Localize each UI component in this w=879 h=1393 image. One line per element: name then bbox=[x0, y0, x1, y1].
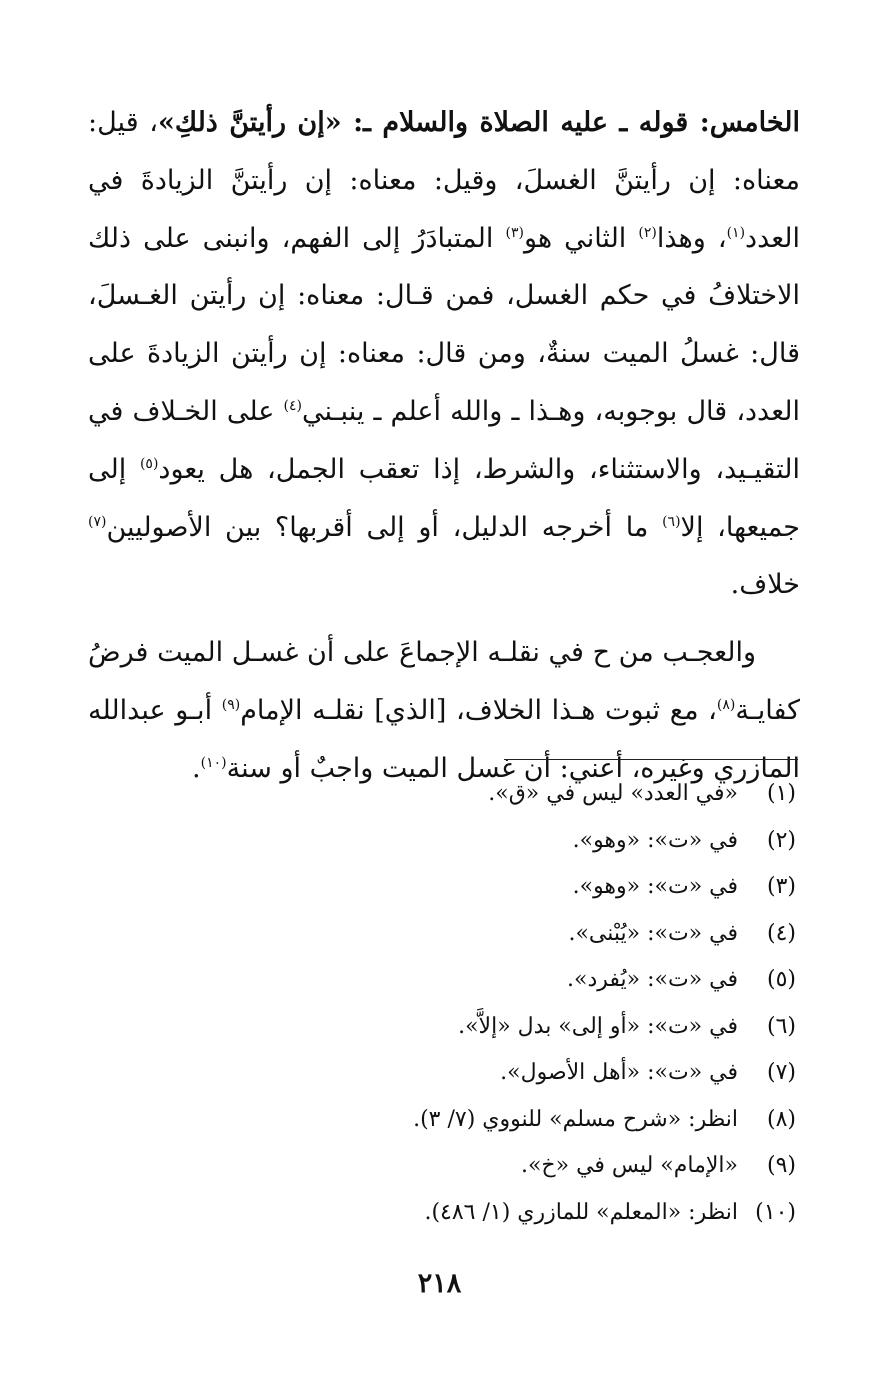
footnote-ref-9[interactable]: (٩) bbox=[221, 696, 241, 713]
footnote-ref-3[interactable]: (٣) bbox=[505, 224, 524, 241]
footnote-item bbox=[160, 771, 796, 818]
footnote-ref-5[interactable]: (٥) bbox=[139, 455, 159, 472]
footnote-item bbox=[160, 1050, 796, 1097]
footnote-ref-4[interactable]: (٤) bbox=[283, 397, 302, 414]
footnote-text: انظر: «شرح مسلم» للنووي (٧/ ٣). bbox=[413, 1106, 738, 1132]
footnote-number: (٧) bbox=[766, 1060, 796, 1085]
text-run: خلاف. bbox=[730, 569, 800, 601]
footnote-text: في «ت»: «أهل الأصول». bbox=[500, 1060, 738, 1085]
text-run: ، مع ثبوت هـذا الخلاف، [الذي] نقلـه الإمام bbox=[240, 694, 717, 726]
text-run: . bbox=[192, 752, 201, 784]
footnote-ref-1[interactable]: (١) bbox=[726, 224, 746, 241]
footnote-number: (٥) bbox=[766, 967, 796, 992]
footnote-item bbox=[160, 1097, 796, 1144]
footnote-item bbox=[160, 911, 796, 958]
footnote-text: في «ت»: «أو إلى» بدل «إلاَّ». bbox=[458, 1013, 738, 1039]
footnotes-list bbox=[160, 771, 796, 1236]
footnote-ref-2[interactable]: (٢) bbox=[638, 224, 657, 241]
footnote-ref-10[interactable]: (١٠) bbox=[200, 754, 227, 771]
footnote-text: في «ت»: «يُفرد». bbox=[567, 967, 738, 992]
footnote-number: (١) bbox=[766, 781, 796, 806]
footnote-text: «في العدد» ليس في «ق». bbox=[488, 781, 738, 806]
footnote-number: (٨) bbox=[766, 1106, 796, 1132]
text-run: ، قيل: معناه: إن رأيتنَّ الغسلَ، وقيل: معناه: إن رأيتنَّ الزيادةَ في العدد bbox=[88, 107, 800, 254]
footnote-number: (٣) bbox=[766, 874, 796, 899]
footnote-number: (٩) bbox=[766, 1153, 796, 1178]
footnote-text: في «ت»: «وهو». bbox=[572, 827, 738, 853]
footnote-text: في «ت»: «يُبْنى». bbox=[568, 920, 738, 946]
footnote-text: في «ت»: «وهو». bbox=[572, 874, 738, 899]
text-run: على الخـلاف في التقيـيد، والاستثناء، والشرط، إذا تعقب الجمل، هل يعود bbox=[88, 395, 800, 485]
footnote-ref-7[interactable]: (٧) bbox=[88, 513, 107, 530]
text-run: ، وهذا bbox=[656, 222, 727, 254]
page-number: ٢١٨ bbox=[417, 1268, 462, 1299]
text-run: الثاني هو bbox=[523, 222, 639, 254]
footnote-number: (٦) bbox=[766, 1013, 796, 1039]
text-run: المتبادَرُ إلى الفهم، وانبنى على ذلك الاختلافُ في حكم الغسل، فمن قـال: معناه: إن رأيتن الغـسلَ، قال: غسلُ الميت سنةٌ، ومن قال: معناه: إن رأيتن الزيادةَ على العدد، قال بوجوبه، وهـذا ـ والله أعلم ـ ينبـني bbox=[88, 222, 800, 427]
text-run: ما أخرجه الدليل، أو إلى أقربها؟ بين الأصوليين bbox=[106, 511, 663, 543]
footnote-number: (١٠) bbox=[755, 1199, 796, 1225]
footnote-text: انظر: «المعلم» للمازري (١/ ٤٨٦). bbox=[424, 1199, 738, 1225]
text-run: إلى جميعها، إلا bbox=[88, 453, 801, 543]
footnote-ref-6[interactable]: (٦) bbox=[662, 513, 681, 530]
paragraph-1 bbox=[88, 94, 800, 614]
footnote-number: (٤) bbox=[766, 920, 796, 946]
footnote-item bbox=[160, 957, 796, 1004]
section-label: الخامس: قوله ـ عليه الصلاة والسلام ـ: «إن رأيتنَّ ذلكِ» bbox=[157, 107, 800, 138]
footnote-item bbox=[160, 864, 796, 911]
footnote-ref-8[interactable]: (٨) bbox=[716, 696, 736, 713]
body-text bbox=[88, 94, 800, 798]
footnote-item bbox=[160, 1143, 796, 1190]
footnote-separator bbox=[504, 759, 798, 760]
footnote-text: «الإمام» ليس في «خ». bbox=[520, 1153, 738, 1178]
text-run: أبـو عبدالله المازري وغيره، أعني: أن غسل الميت واجبٌ أو سنة bbox=[88, 694, 800, 784]
footnote-item bbox=[160, 1004, 796, 1051]
text-run: والعجـب من ح في نقلـه الإجماعَ على أن غسـل الميت فرضُ كفايـة bbox=[88, 637, 800, 726]
footnote-item bbox=[160, 1190, 796, 1237]
footnote-item bbox=[160, 818, 796, 865]
footnote-number: (٢) bbox=[766, 827, 796, 853]
